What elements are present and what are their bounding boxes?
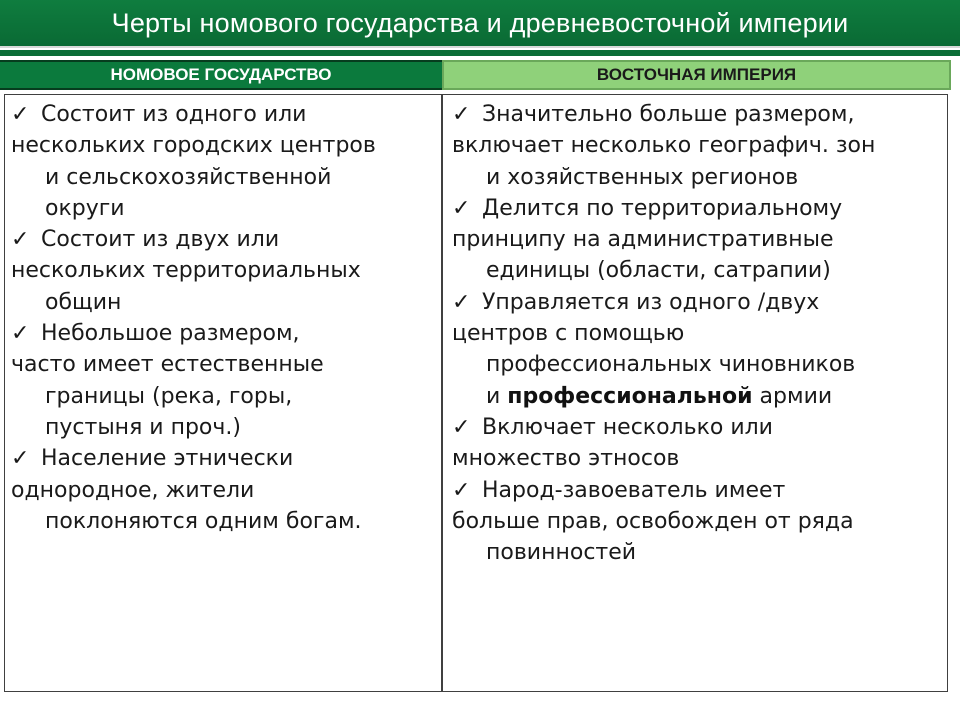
item-text: Народ-завоеватель имеет [482, 477, 786, 503]
list-item [11, 99, 441, 224]
item-text: включает несколько географич. зон [452, 133, 876, 159]
item-text: Небольшое размером, [41, 321, 300, 347]
list-item [452, 99, 947, 193]
list-item [452, 412, 947, 475]
check-icon: ✓ [11, 227, 30, 253]
title-underline [0, 50, 960, 56]
item-text: часто имеет естественные [11, 352, 324, 378]
item-text: и сельскохозяйственной [45, 164, 332, 190]
item-text: пустыня и проч.) [45, 414, 241, 440]
item-text: армии [752, 383, 833, 409]
table-body-row [4, 94, 948, 692]
item-text: Состоит из одного или [41, 102, 307, 127]
check-icon: ✓ [452, 289, 471, 315]
item-text: множество этносов [452, 446, 680, 472]
item-text: принципу на административные [452, 227, 834, 253]
item-text: единицы (области, сатрапии) [486, 258, 831, 284]
title-bar [0, 0, 960, 48]
item-text: нескольких городских центров [11, 133, 376, 159]
item-text: центров с помощью [452, 321, 685, 347]
list-item [11, 224, 441, 318]
list-item [11, 443, 441, 537]
check-icon: ✓ [452, 102, 471, 127]
nome-state-column [4, 94, 442, 692]
item-text: и [486, 383, 508, 409]
item-text: профессиональных чиновников [486, 352, 856, 378]
item-text: Управляется из одного /двух [482, 289, 820, 315]
table-header-row [0, 60, 960, 90]
item-text: округи [45, 195, 125, 221]
eastern-empire-column [442, 94, 948, 692]
check-icon: ✓ [11, 446, 30, 472]
header-eastern-empire: ВОСТОЧНАЯ ИМПЕРИЯ [442, 60, 951, 90]
list-item [452, 193, 947, 287]
header-nome-state: НОМОВОЕ ГОСУДАРСТВО [0, 60, 442, 90]
item-text: поклоняются одним богам. [45, 508, 362, 534]
item-text: Значительно больше размером, [482, 102, 855, 127]
list-item [11, 318, 441, 443]
item-text: Включает несколько или [482, 414, 773, 440]
item-text: однородное, жители [11, 477, 255, 503]
item-text: повинностей [486, 540, 637, 566]
emphasis-text: профессиональной [507, 383, 753, 409]
item-text: нескольких территориальных [11, 258, 361, 284]
list-item [452, 287, 947, 412]
item-text: больше прав, освобожден от ряда [452, 508, 854, 534]
check-icon: ✓ [452, 414, 471, 440]
item-text: границы (река, горы, [45, 383, 293, 409]
check-icon: ✓ [452, 195, 471, 221]
item-text: Делится по территориальному [482, 195, 843, 221]
check-icon: ✓ [11, 102, 30, 127]
check-icon: ✓ [11, 321, 30, 347]
list-item [452, 475, 947, 569]
item-text: Население этнически [41, 446, 294, 472]
item-text: и хозяйственных регионов [486, 164, 799, 190]
check-icon: ✓ [452, 477, 471, 503]
item-text: Состоит из двух или [41, 227, 280, 253]
item-text: общин [45, 289, 122, 315]
page-title: Черты номового государства и древневосточной империи [111, 7, 849, 38]
